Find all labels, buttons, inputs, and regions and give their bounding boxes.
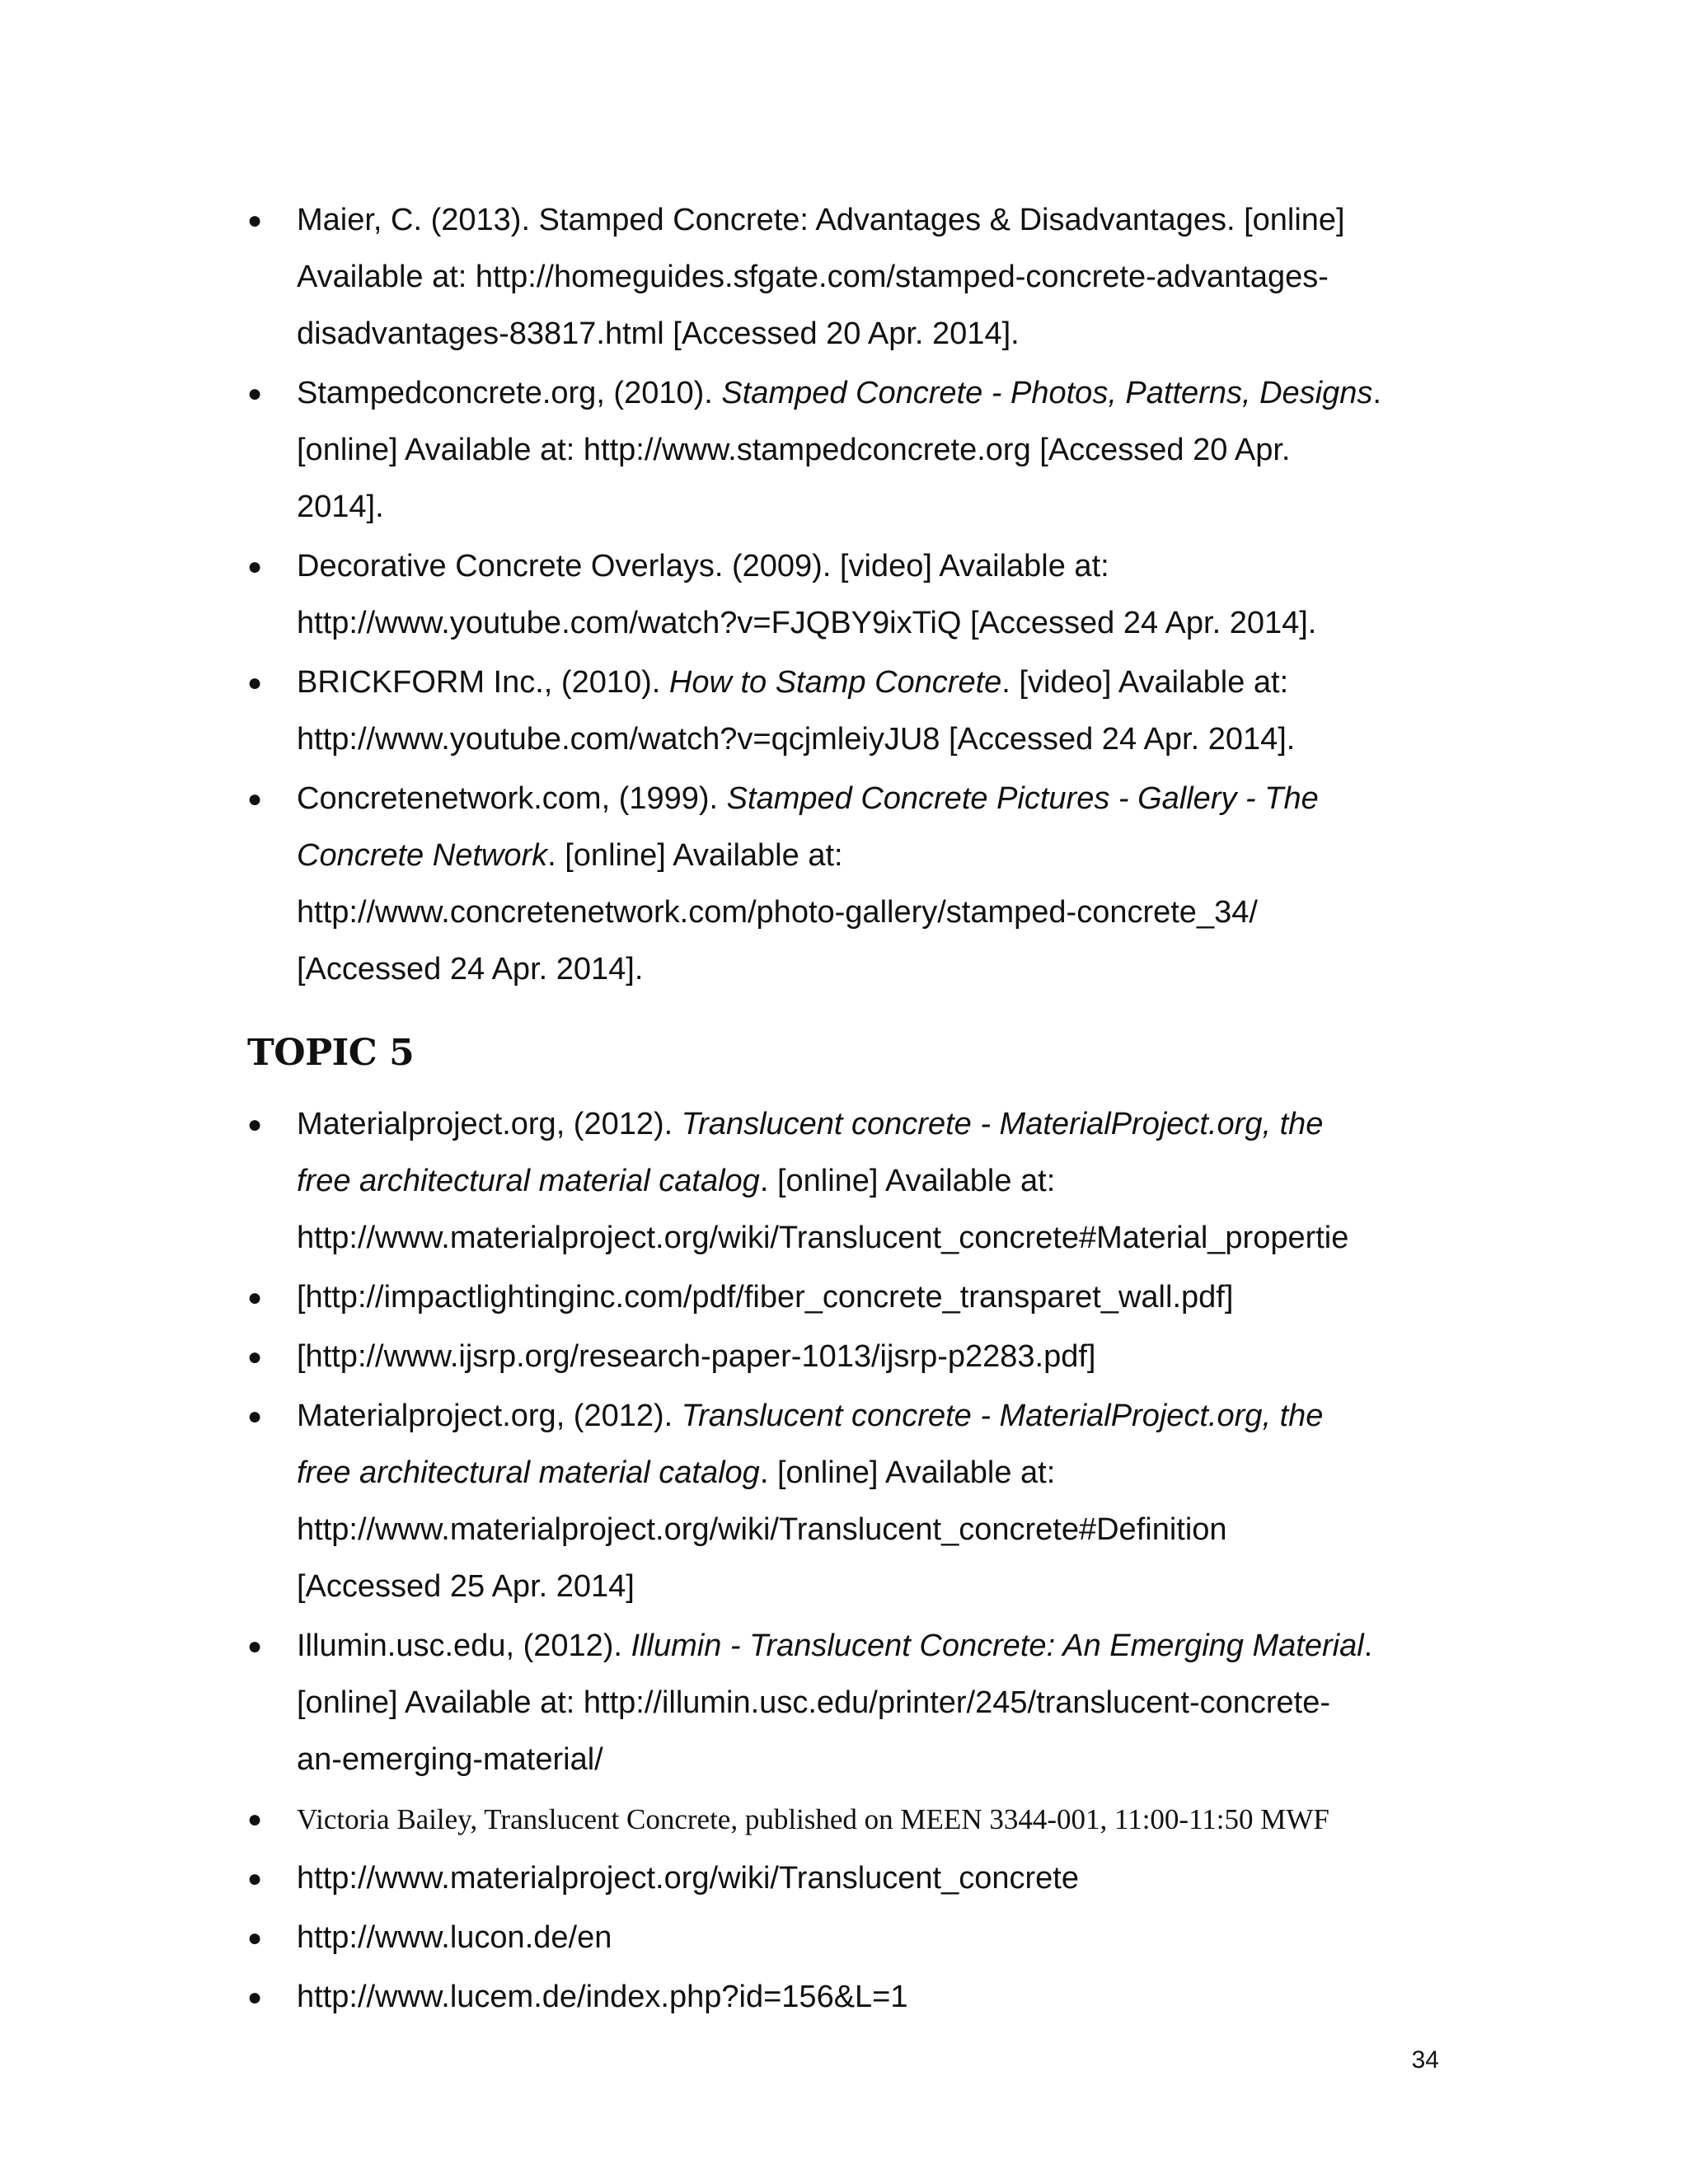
reference-text: Maier, C. (2013). Stamped Concrete: Advantages & Disadvantages. [online]	[297, 203, 1345, 237]
bullet-icon: ●	[247, 1806, 263, 1833]
reference-text: BRICKFORM Inc., (2010).	[297, 665, 669, 700]
reference-item	[247, 365, 1467, 536]
reference-text: an-emerging-material/	[297, 1742, 603, 1777]
reference-text: Illumin.usc.edu, (2012).	[297, 1629, 631, 1663]
reference-text: .	[1372, 376, 1381, 410]
reference-line	[297, 1969, 1467, 2026]
reference-text: http://www.lucem.de/index.php?id=156&L=1	[297, 1980, 908, 2014]
reference-text: [http://www.ijsrp.org/research-paper-1013/ijsrp-p2283.pdf]	[297, 1339, 1096, 1374]
reference-item	[247, 1969, 1467, 2026]
reference-line	[297, 1675, 1467, 1732]
reference-line	[297, 1791, 1467, 1848]
reference-text: . [online] Available at:	[547, 838, 843, 873]
reference-text: Victoria Bailey, Translucent Concrete, published on MEEN 3344-001, 11:00-11:50 MWF	[297, 1803, 1329, 1835]
reference-line	[297, 711, 1467, 768]
bullet-icon: ●	[247, 1633, 263, 1660]
reference-text: Materialproject.org, (2012).	[297, 1107, 682, 1141]
reference-line	[297, 1445, 1467, 1502]
bullet-icon: ●	[247, 785, 263, 813]
reference-text: http://www.lucon.de/en	[297, 1920, 612, 1955]
reference-line	[297, 1269, 1467, 1326]
reference-line	[297, 827, 1467, 884]
reference-item	[247, 192, 1467, 363]
bullet-icon: ●	[247, 380, 263, 407]
reference-text: . [video] Available at:	[1001, 665, 1289, 700]
reference-text: http://www.concretenetwork.com/photo-gallery/stamped-concrete_34/	[297, 895, 1258, 930]
reference-text: http://www.materialproject.org/wiki/Translucent_concrete	[297, 1861, 1079, 1896]
reference-item	[247, 1618, 1467, 1788]
reference-text: . [online] Available at:	[759, 1455, 1056, 1490]
reference-line	[297, 1210, 1467, 1267]
reference-item	[247, 1388, 1467, 1615]
reference-line	[297, 1558, 1467, 1615]
reference-text: [http://impactlightinginc.com/pdf/fiber_concrete_transparet_wall.pdf]	[297, 1280, 1234, 1315]
reference-text: Materialproject.org, (2012).	[297, 1399, 682, 1433]
reference-line	[297, 192, 1467, 249]
reference-item	[247, 1096, 1467, 1267]
reference-list-topic5	[247, 1096, 1467, 2028]
reference-line	[297, 1732, 1467, 1788]
reference-line	[297, 771, 1467, 827]
reference-text: Concretenetwork.com, (1999).	[297, 781, 727, 816]
reference-line	[297, 479, 1467, 536]
reference-text: [Accessed 25 Apr. 2014]	[297, 1569, 635, 1604]
page-number: 34	[1411, 2046, 1439, 2074]
reference-item	[247, 538, 1467, 652]
bullet-icon: ●	[247, 1343, 263, 1371]
reference-list	[247, 192, 1467, 1001]
reference-text: http://www.materialproject.org/wiki/Translucent_concrete#Material_propertie	[297, 1221, 1349, 1255]
reference-line	[297, 1502, 1467, 1558]
reference-line	[297, 306, 1467, 363]
reference-text: . [online] Available at:	[759, 1164, 1056, 1198]
reference-line	[297, 1329, 1467, 1385]
reference-item	[247, 1791, 1467, 1848]
reference-text: http://www.youtube.com/watch?v=FJQBY9ixTiQ [Accessed 24 Apr. 2014].	[297, 606, 1317, 640]
reference-title-text: Stamped Concrete Pictures - Gallery - The	[726, 781, 1319, 816]
reference-text: [online] Available at: http://illumin.usc.edu/printer/245/translucent-concrete-	[297, 1685, 1330, 1720]
reference-title-text: Translucent concrete - MaterialProject.org, the	[681, 1107, 1324, 1141]
reference-title-text: Stamped Concrete - Photos, Patterns, Designs	[721, 376, 1373, 410]
reference-line	[297, 1910, 1467, 1966]
reference-line	[297, 1096, 1467, 1153]
bullet-icon: ●	[247, 1284, 263, 1311]
reference-line	[297, 249, 1467, 306]
reference-title-text: Concrete Network	[297, 838, 548, 873]
reference-text: .	[1363, 1629, 1373, 1663]
bullet-icon: ●	[247, 1403, 263, 1430]
reference-item	[247, 1329, 1467, 1385]
reference-text: Decorative Concrete Overlays. (2009). [video] Available at:	[297, 549, 1109, 583]
bullet-icon: ●	[247, 553, 263, 580]
reference-text: Stampedconcrete.org, (2010).	[297, 376, 722, 410]
bullet-icon: ●	[247, 1111, 263, 1138]
reference-title-text: Translucent concrete - MaterialProject.org, the	[681, 1399, 1324, 1433]
reference-line	[297, 654, 1467, 711]
reference-line	[297, 365, 1467, 422]
reference-text: 2014].	[297, 490, 384, 524]
bullet-icon: ●	[247, 1865, 263, 1892]
reference-item	[247, 1910, 1467, 1966]
reference-item	[247, 654, 1467, 768]
reference-title-text: free architectural material catalog	[297, 1164, 760, 1198]
reference-title-text: Illumin - Translucent Concrete: An Emerging Material	[631, 1629, 1364, 1663]
reference-text: Available at: http://homeguides.sfgate.com/stamped-concrete-advantages-	[297, 260, 1329, 294]
reference-line	[297, 538, 1467, 595]
reference-line	[297, 941, 1467, 998]
reference-text: http://www.materialproject.org/wiki/Translucent_concrete#Definition	[297, 1512, 1227, 1547]
bullet-icon: ●	[247, 1984, 263, 2011]
reference-item	[247, 771, 1467, 998]
bullet-icon: ●	[247, 669, 263, 696]
reference-line	[297, 1153, 1467, 1210]
reference-text: [online] Available at: http://www.stampedconcrete.org [Accessed 20 Apr.	[297, 433, 1291, 467]
bullet-icon: ●	[247, 1924, 263, 1952]
reference-line	[297, 422, 1467, 479]
reference-line	[297, 1618, 1467, 1675]
reference-item	[247, 1850, 1467, 1907]
reference-title-text: free architectural material catalog	[297, 1455, 760, 1490]
section-heading: TOPIC 5	[247, 1032, 415, 1074]
reference-item	[247, 1269, 1467, 1326]
reference-line	[297, 595, 1467, 652]
reference-line	[297, 884, 1467, 941]
reference-text: disadvantages-83817.html [Accessed 20 Apr. 2014].	[297, 316, 1020, 351]
reference-text: [Accessed 24 Apr. 2014].	[297, 952, 644, 987]
reference-line	[297, 1388, 1467, 1445]
bullet-icon: ●	[247, 207, 263, 234]
reference-text: http://www.youtube.com/watch?v=qcjmleiyJU8 [Accessed 24 Apr. 2014].	[297, 722, 1296, 757]
reference-line	[297, 1850, 1467, 1907]
reference-title-text: How to Stamp Concrete	[668, 665, 1002, 700]
